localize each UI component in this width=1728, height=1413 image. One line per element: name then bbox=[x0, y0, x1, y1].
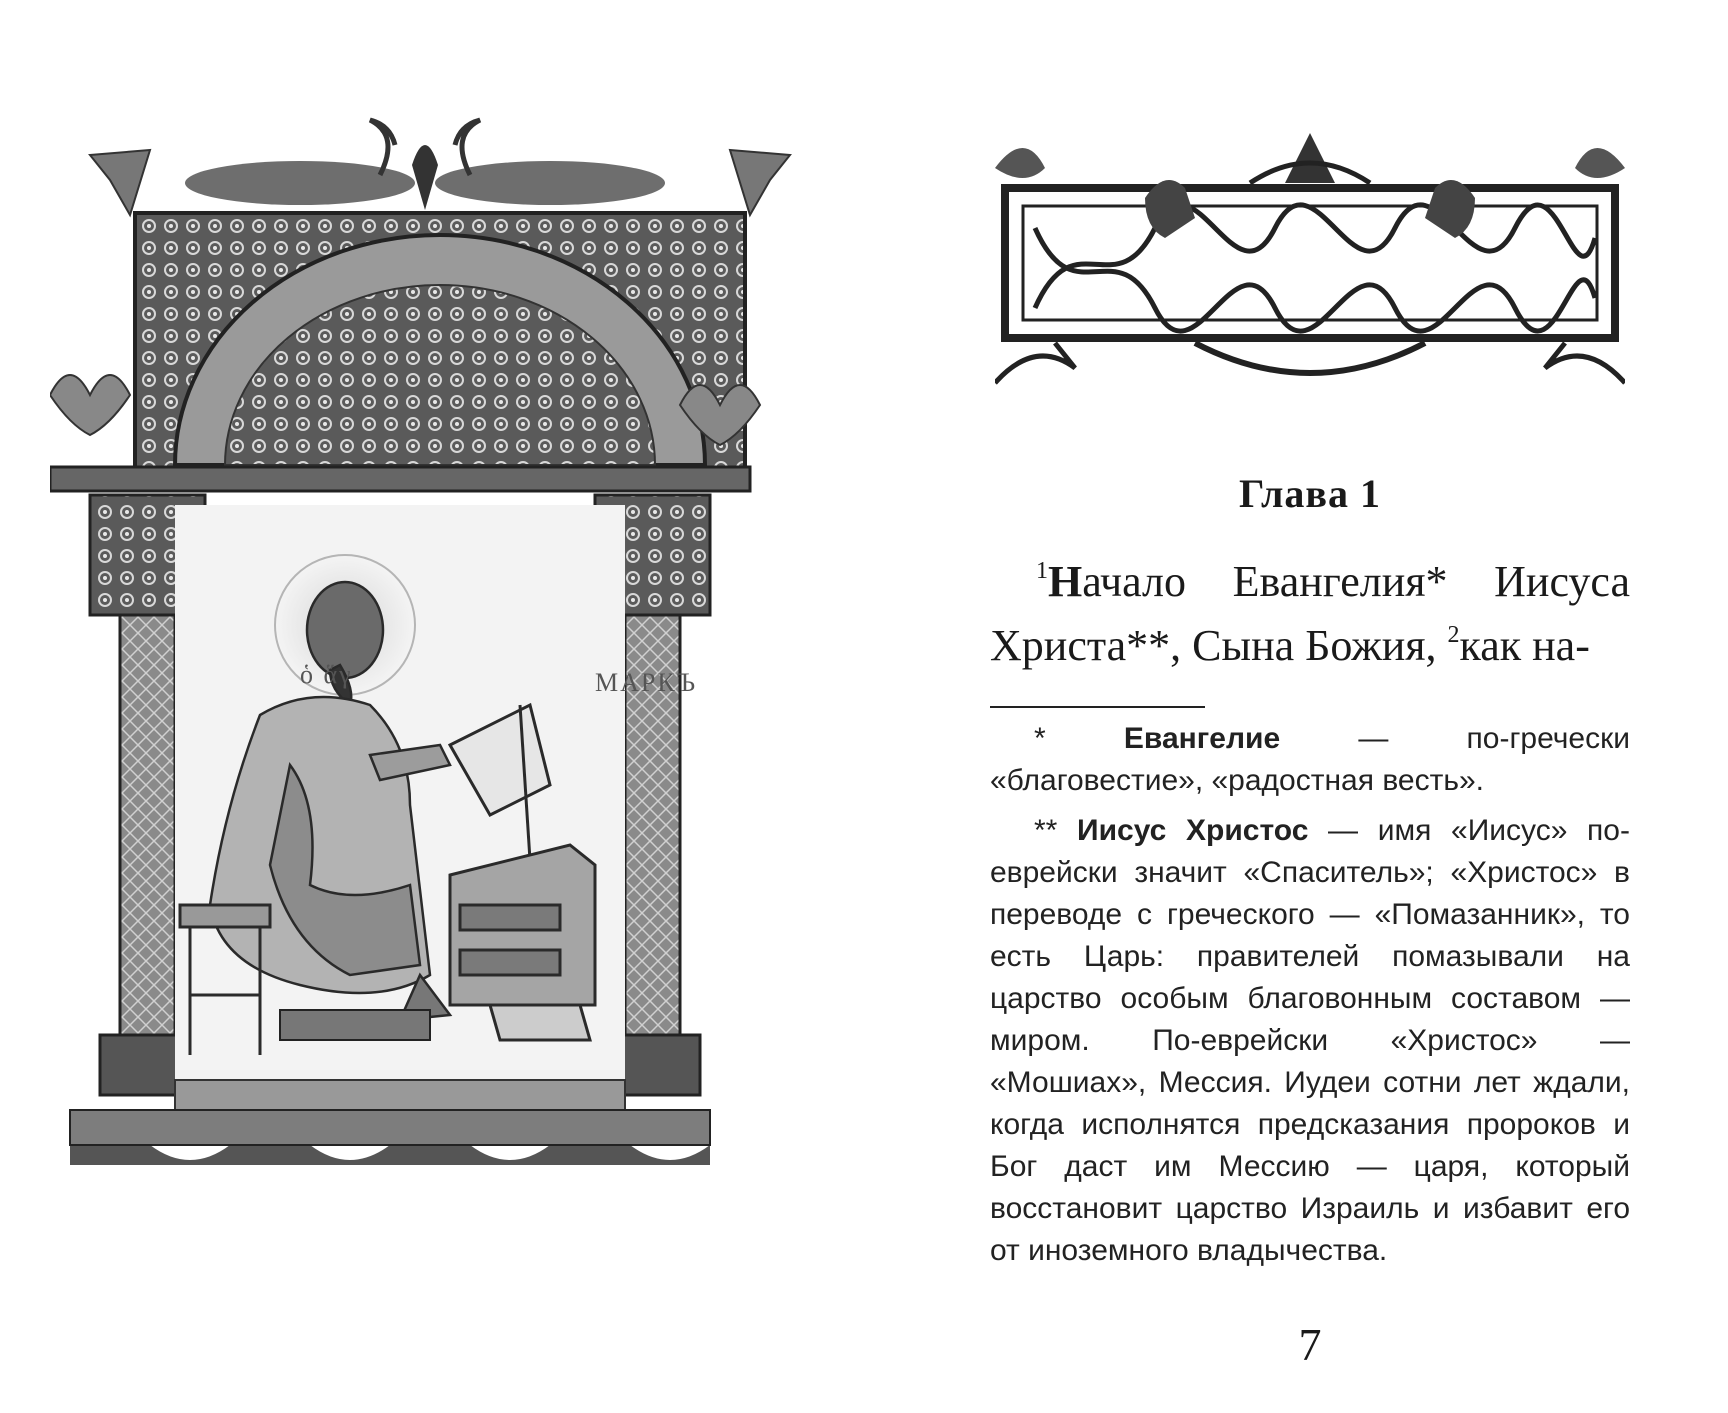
footnote bbox=[990, 810, 1630, 1272]
gospel-verse-text bbox=[990, 550, 1630, 678]
writing-chest bbox=[450, 845, 595, 1005]
peacock-right-icon bbox=[435, 120, 665, 205]
peacock-left-icon bbox=[185, 120, 415, 205]
footnote-marker: ** bbox=[1126, 621, 1171, 670]
fleuron-left-icon bbox=[90, 150, 150, 215]
footnote-separator bbox=[990, 706, 1205, 708]
page-number: 7 bbox=[1298, 1319, 1322, 1370]
footnote-term: Иисус Христос bbox=[1077, 814, 1309, 847]
fleuron-right-icon bbox=[730, 150, 790, 215]
verse-number: 1 bbox=[1036, 558, 1048, 584]
footnote-marker: * bbox=[1425, 557, 1448, 606]
footnote-text: — по-гречески «благовестие», «радостная весть». bbox=[990, 722, 1630, 797]
verse-text-segment: Иисуса Христа bbox=[990, 557, 1630, 670]
footnote-marker: * bbox=[1034, 722, 1046, 755]
lamp-left-icon bbox=[50, 375, 130, 435]
verse-text-segment: , Сына Божия, bbox=[1170, 621, 1448, 670]
finial-fleur-icon bbox=[412, 145, 438, 210]
icon-caption-saint: ὁ ἅγ bbox=[300, 660, 353, 689]
chapter-title: Глава 1 bbox=[1239, 471, 1381, 516]
verse-number: 2 bbox=[1447, 622, 1460, 648]
footnotes bbox=[990, 718, 1630, 1280]
ornamental-headpiece bbox=[995, 128, 1625, 408]
drop-initial: Н bbox=[1048, 557, 1083, 606]
footnote-marker: ** bbox=[1034, 814, 1058, 847]
footnote-term: Евангелие bbox=[1123, 722, 1281, 755]
leaf-right-icon bbox=[1575, 148, 1625, 178]
icon-caption-mark: МАРКЪ bbox=[595, 668, 698, 697]
leaf-left-icon bbox=[995, 148, 1045, 178]
verse-text-segment: ачало Евангелия bbox=[1082, 557, 1426, 606]
verse-text-segment: как на- bbox=[1459, 621, 1590, 670]
footnote-text: — имя «Иисус» по-еврейски значит «Спаситель»; «Христос» в переводе с греческого — «Помазанник», то есть Царь: правителей помазывали на царство особым благовонным составом — миром. По-еврейски «Христос» — «Мошиах», Мессия. Иудеи сотни лет ждали, когда исполнятся предсказания пророков и Бог даст им Мессию — царя, который восстановит царство Израиль и избавит его от иноземного владычества. bbox=[990, 814, 1630, 1267]
crown-fleuron-icon bbox=[1285, 133, 1335, 183]
evangelist-mark-illustration bbox=[50, 105, 830, 1305]
footnote bbox=[990, 718, 1630, 802]
